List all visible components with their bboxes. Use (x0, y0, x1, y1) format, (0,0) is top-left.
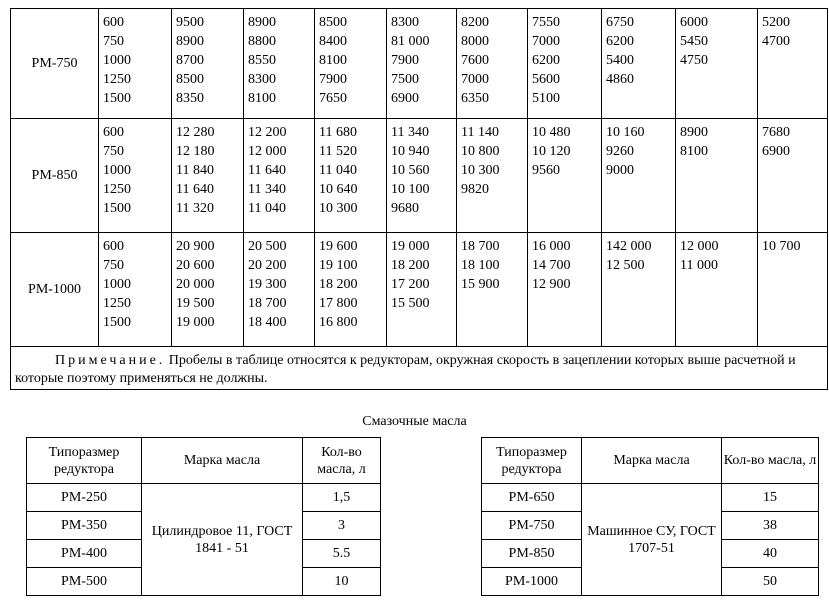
value: 1000 (103, 53, 131, 68)
value: 10 940 (391, 144, 430, 159)
value: 8300 (248, 72, 276, 87)
value-cell (528, 9, 602, 119)
value: 6200 (606, 34, 634, 49)
value: 1500 (103, 91, 131, 106)
oils-table-right (481, 437, 819, 596)
oils-header-row (482, 438, 819, 484)
oil-qty-cell: 5.5 (303, 540, 381, 568)
value: 12 200 (248, 125, 287, 140)
value-cell (99, 233, 172, 347)
value: 11 140 (461, 125, 499, 140)
value: 15 900 (461, 277, 500, 292)
oil-qty-cell: 10 (303, 568, 381, 596)
value: 8200 (461, 15, 489, 30)
oil-qty-cell: 15 (722, 484, 819, 512)
value: 19 500 (176, 296, 215, 311)
note-cell (11, 347, 828, 390)
value: 5600 (532, 72, 560, 87)
header-brand: Марка масла (582, 438, 722, 484)
note-label: Примечание. (55, 353, 166, 368)
value: 8500 (176, 72, 204, 87)
note-text: Пробелы в таблице относятся к редукторам, окружная скорость в зацеплении которых выше расчетной и которые поэтому применяться не должны. (15, 353, 796, 386)
value-cell (99, 9, 172, 119)
value: 15 500 (391, 296, 430, 311)
value: 4860 (606, 72, 634, 87)
oils-table-left (26, 437, 381, 596)
value-cell (387, 119, 457, 233)
value: 5100 (532, 91, 560, 106)
value: 6900 (762, 144, 790, 159)
value: 19 300 (248, 277, 287, 292)
value: 20 900 (176, 239, 215, 254)
value: 8100 (319, 53, 347, 68)
value: 8900 (176, 34, 204, 49)
value: 11 040 (248, 201, 286, 216)
value: 1250 (103, 296, 131, 311)
value: 8800 (248, 34, 276, 49)
value-cell (172, 233, 244, 347)
note-row (11, 347, 828, 390)
value-cell (758, 119, 828, 233)
oil-brand-cell: Машинное СУ, ГОСТ 1707-51 (582, 484, 722, 596)
value: 8100 (248, 91, 276, 106)
value: 750 (103, 258, 124, 273)
value: 18 700 (461, 239, 500, 254)
value: 10 120 (532, 144, 571, 159)
value-cell (315, 119, 387, 233)
value: 17 200 (391, 277, 430, 292)
value: 8300 (391, 15, 419, 30)
value: 9260 (606, 144, 634, 159)
value: 600 (103, 15, 124, 30)
value: 7000 (461, 72, 489, 87)
header-brand: Марка масла (142, 438, 303, 484)
value: 1500 (103, 201, 131, 216)
value: 600 (103, 125, 124, 140)
oil-brand-cell: Цилиндровое 11, ГОСТ 1841 - 51 (142, 484, 303, 596)
value: 600 (103, 239, 124, 254)
reducer-row (11, 233, 828, 347)
value: 4750 (680, 53, 708, 68)
value: 11 320 (176, 201, 214, 216)
value: 10 640 (319, 182, 358, 197)
value-cell (602, 233, 676, 347)
value-cell (315, 233, 387, 347)
value: 6000 (680, 15, 708, 30)
reducer-type-cell: РМ-650 (482, 484, 582, 512)
value: 7900 (319, 72, 347, 87)
reducer-type-cell: РМ-750 (482, 512, 582, 540)
value: 16 000 (532, 239, 571, 254)
value-cell (244, 119, 315, 233)
reducer-type-cell: РМ-1000 (482, 568, 582, 596)
oil-qty-cell: 3 (303, 512, 381, 540)
value: 7680 (762, 125, 790, 140)
value: 12 000 (248, 144, 287, 159)
value-cell (528, 119, 602, 233)
value: 7500 (391, 72, 419, 87)
header-type: Типоразмер редуктора (27, 438, 142, 484)
value-cell (387, 233, 457, 347)
value: 18 400 (248, 315, 287, 330)
value: 12 180 (176, 144, 215, 159)
value: 9820 (461, 182, 489, 197)
value: 11 680 (319, 125, 357, 140)
value: 10 100 (391, 182, 430, 197)
reducer-type-cell: РМ-850 (482, 540, 582, 568)
value-cell (758, 9, 828, 119)
value-cell (387, 9, 457, 119)
value: 5450 (680, 34, 708, 49)
value: 6200 (532, 53, 560, 68)
reducer-model-cell: РМ-850 (11, 119, 99, 233)
reducer-type-cell: РМ-350 (27, 512, 142, 540)
value: 9500 (176, 15, 204, 30)
value-cell (99, 119, 172, 233)
value: 8400 (319, 34, 347, 49)
value: 11 340 (391, 125, 429, 140)
value-cell (457, 233, 528, 347)
value: 1250 (103, 182, 131, 197)
value: 10 160 (606, 125, 645, 140)
value: 5400 (606, 53, 634, 68)
value: 8900 (680, 125, 708, 140)
value-cell (676, 233, 758, 347)
value-cell (244, 9, 315, 119)
value: 11 840 (176, 163, 214, 178)
value: 7900 (391, 53, 419, 68)
reducer-type-cell: РМ-400 (27, 540, 142, 568)
header-type: Типоразмер редуктора (482, 438, 582, 484)
value: 11 340 (248, 182, 286, 197)
value: 18 700 (248, 296, 287, 311)
reducer-model-cell: РМ-1000 (11, 233, 99, 347)
value: 11 640 (248, 163, 286, 178)
value: 7000 (532, 34, 560, 49)
header-qty: Кол-во масла, л (722, 438, 819, 484)
header-qty: Кол-во масла, л (303, 438, 381, 484)
value: 1250 (103, 72, 131, 87)
value: 10 700 (762, 239, 801, 254)
value: 10 300 (461, 163, 500, 178)
value: 81 000 (391, 34, 430, 49)
value: 5200 (762, 15, 790, 30)
value-cell (172, 119, 244, 233)
reducer-model-cell: РМ-750 (11, 9, 99, 119)
value: 14 700 (532, 258, 571, 273)
value-cell (172, 9, 244, 119)
reducer-row (11, 9, 828, 119)
value: 18 100 (461, 258, 500, 273)
value: 750 (103, 144, 124, 159)
value-cell (528, 233, 602, 347)
value: 11 000 (680, 258, 718, 273)
value: 9000 (606, 163, 634, 178)
value: 10 560 (391, 163, 430, 178)
value: 12 500 (606, 258, 645, 273)
reducers-load-table (10, 8, 828, 390)
value: 18 200 (391, 258, 430, 273)
value: 8100 (680, 144, 708, 159)
oil-qty-cell: 50 (722, 568, 819, 596)
value: 750 (103, 34, 124, 49)
value-cell (676, 9, 758, 119)
value: 8700 (176, 53, 204, 68)
value: 8550 (248, 53, 276, 68)
value: 11 520 (319, 144, 357, 159)
reducer-row (11, 119, 828, 233)
value: 1000 (103, 163, 131, 178)
value: 8350 (176, 91, 204, 106)
value-cell (758, 233, 828, 347)
reducer-type-cell: РМ-250 (27, 484, 142, 512)
value: 10 300 (319, 201, 358, 216)
value: 8500 (319, 15, 347, 30)
value: 19 100 (319, 258, 358, 273)
value: 9680 (391, 201, 419, 216)
value-cell (602, 119, 676, 233)
value: 10 480 (532, 125, 571, 140)
value: 7650 (319, 91, 347, 106)
oil-qty-cell: 1,5 (303, 484, 381, 512)
oil-qty-cell: 38 (722, 512, 819, 540)
value: 142 000 (606, 239, 652, 254)
value-cell (457, 119, 528, 233)
value: 19 000 (391, 239, 430, 254)
value: 19 000 (176, 315, 215, 330)
value: 20 600 (176, 258, 215, 273)
value: 4700 (762, 34, 790, 49)
value: 6350 (461, 91, 489, 106)
value: 10 800 (461, 144, 500, 159)
value: 7600 (461, 53, 489, 68)
value: 18 200 (319, 277, 358, 292)
value: 11 640 (176, 182, 214, 197)
value: 6750 (606, 15, 634, 30)
value-cell (457, 9, 528, 119)
value: 20 000 (176, 277, 215, 292)
value: 1500 (103, 315, 131, 330)
reducer-type-cell: РМ-500 (27, 568, 142, 596)
oils-row (27, 484, 381, 512)
value: 17 800 (319, 296, 358, 311)
value: 7550 (532, 15, 560, 30)
oils-row (482, 484, 819, 512)
value: 12 900 (532, 277, 571, 292)
value-cell (244, 233, 315, 347)
value: 8900 (248, 15, 276, 30)
value: 20 200 (248, 258, 287, 273)
value-cell (676, 119, 758, 233)
value: 19 600 (319, 239, 358, 254)
oils-header-row (27, 438, 381, 484)
value-cell (602, 9, 676, 119)
value: 16 800 (319, 315, 358, 330)
value: 12 280 (176, 125, 215, 140)
oils-title: Смазочные масла (362, 414, 467, 429)
value: 11 040 (319, 163, 357, 178)
value: 20 500 (248, 239, 287, 254)
value: 1000 (103, 277, 131, 292)
value: 12 000 (680, 239, 719, 254)
value: 9560 (532, 163, 560, 178)
value: 6900 (391, 91, 419, 106)
oil-qty-cell: 40 (722, 540, 819, 568)
value-cell (315, 9, 387, 119)
value: 8000 (461, 34, 489, 49)
